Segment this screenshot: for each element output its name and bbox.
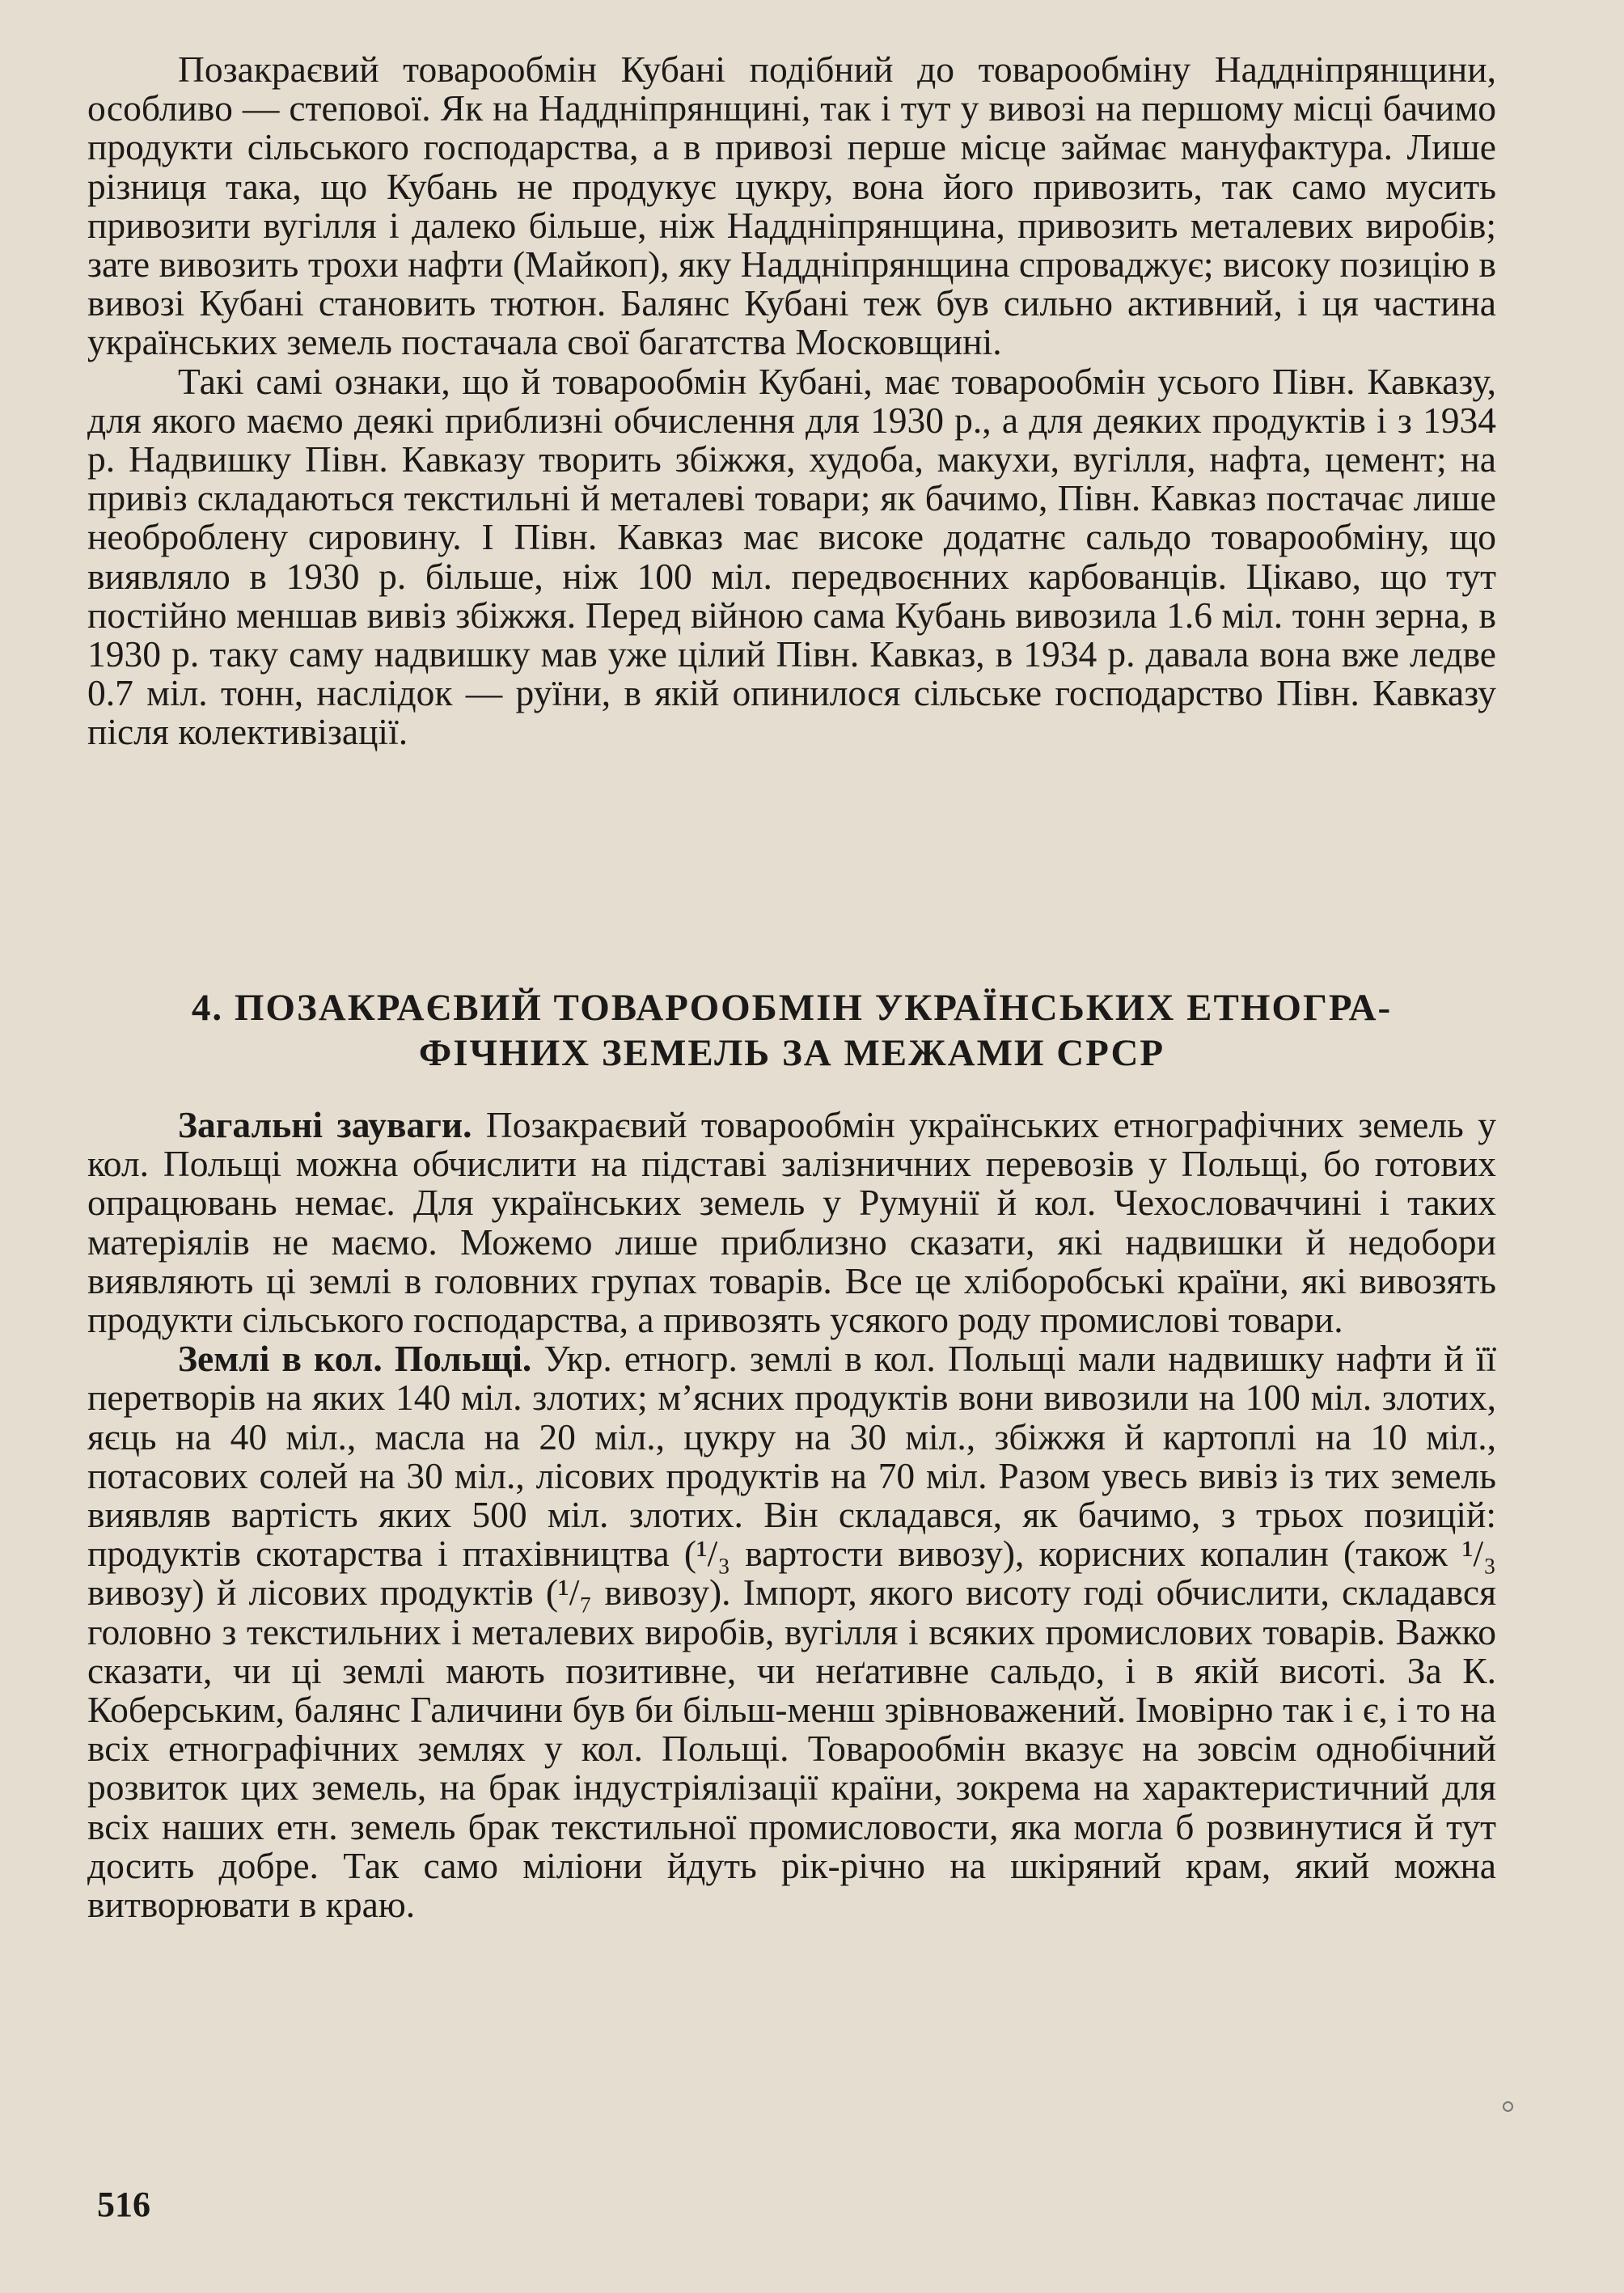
poland-paragraph (87, 1339, 1496, 1924)
body-paragraph: Позакраєвий товарообмін Кубані подібний до товарообміну Наддніпрянщини, особливо — степової. Як на Наддніпрянщині, так і тут у вивозі на першому місці бачимо продукти сільського господарства, а в привозі перше місце займає мануфактура. Лише різниця така, що Кубань не продукує цукру, вона його привозить, так само мусить привозити вугілля і далеко більше, ніж Наддніпрянщина, привозить металевих виробів; зате вивозить трохи нафти (Майкоп), яку Наддніпрянщина спроваджує; високу позицію в вивозі Кубані становить тютюн. Балянс Кубані теж був сильно активний, і ця частина українських земель постачала свої багатства Московщині. (87, 49, 1496, 363)
ink-dot (1503, 2101, 1513, 2112)
section-heading-line-1: 4. ПОЗАКРАЄВИЙ ТОВАРООБМІН УКРАЇНСЬКИХ ЕТНОГРА- (191, 987, 1393, 1029)
general-remarks-runin: Загальні зауваги. (178, 1104, 472, 1145)
kuban-section (87, 50, 1496, 752)
section-heading-line-2: ФІЧНИХ ЗЕМЕЛЬ ЗА МЕЖАМИ СРСР (418, 1032, 1165, 1074)
general-remarks-text: Позакраєвий товарообмін українських етнографічних земель у кол. Польщі можна обчислити на підставі залізничних перевозів у Польщі, бо готових опрацювань немає. Для українських земель у Румунії й кол. Чехословаччині і таких матеріялів не маємо. Можемо лише приблизно сказати, які надвишки й недобори виявляють ці землі в головних групах товарів. Все це хліборобські країни, які вивозять продукти сільського господарства, а привозять усякого роду промислові товари. (87, 1104, 1496, 1341)
page-number: 516 (97, 2185, 150, 2224)
poland-runin: Землі в кол. Польщі. (178, 1338, 532, 1380)
abroad-section (87, 1106, 1496, 1924)
poland-text: Укр. етногр. землі в кол. Польщі мали надвишку нафти й її перетворів на яких 140 міл. злотих; м’ясних продуктів вони вивозили на 100 міл. злотих, яєць на 40 міл., масла на 20 міл., цукру на 30 міл., збіжжя й картоплі на 10 міл., потасових солей на 30 міл., лісових продуктів на 70 міл. Разом увесь вивіз із тих земель виявляв вартість яких 500 міл. злотих. Він складався, як бачимо, з трьох позицій: продуктів скотарства і птахівництва (¹/₃ вартости вивозу), корисних копалин (також ¹/₃ вивозу) й лісових продуктів (¹/₇ вивозу). Імпорт, якого висоту годі обчислити, складався головно з текстильних і металевих виробів, вугілля і всяких промислових товарів. Важко сказати, чи ці землі мають позитивне, чи неґативне сальдо, і в якій висоті. За К. Коберським, балянс Галичини був би більш-менш зрівноважений. Імовірно так і є, і то на всіх етнографічних землях у кол. Польщі. Товарообмін вказує на зовсім однобічний розвиток цих земель, на брак індустріялізації країни, зокрема на характеристичний для всіх наших етн. земель брак текстильної промисловости, яка могла б розвинутися й тут досить добре. Так само міліони йдуть рік-річно на шкіряний крам, який можна витворювати в краю. (87, 1338, 1496, 1926)
body-paragraph: Такі самі ознаки, що й товарообмін Кубані, має товарообмін усього Півн. Кавказу, для якого маємо деякі приблизні обчислення для 1930 р., а для деяких продуктів і з 1934 р. Надвишку Півн. Кавказу творить збіжжя, худоба, макухи, вугілля, нафта, цемент; на привіз складаються текстильні й металеві товари; як бачимо, Півн. Кавказ постачає лише необроблену сировину. І Півн. Кавказ має високе додатнє сальдо товарообміну, що виявляло в 1930 р. більше, ніж 100 міл. передвоєнних карбованців. Цікаво, що тут постійно меншав вивіз збіжжя. Перед війною сама Кубань вивозила 1.6 міл. тонн зерна, в 1930 р. таку саму надвишку мав уже цілий Півн. Кавказ, в 1934 р. давала вона вже ледве 0.7 міл. тонн, наслідок — руїни, в якій опинилося сільське господарство Півн. Кавказу після колективізації. (87, 360, 1496, 753)
section-heading (87, 985, 1496, 1076)
general-remarks-paragraph (87, 1106, 1496, 1339)
